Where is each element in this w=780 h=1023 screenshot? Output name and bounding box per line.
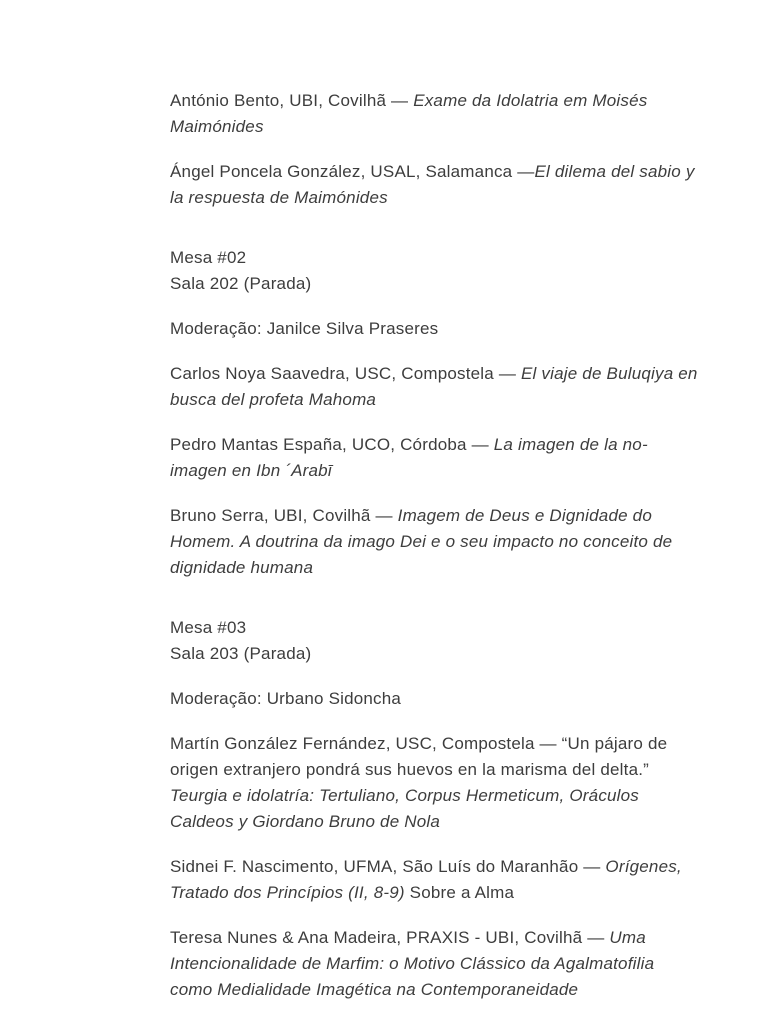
entry-authors: Teresa Nunes & Ana Madeira, PRAXIS - UBI, Covilhã — xyxy=(170,928,610,947)
program-entry-presentation xyxy=(170,88,698,140)
moderation-text: Moderação: Janilce Silva Praseres xyxy=(170,319,439,338)
program-entry-presentation xyxy=(170,159,698,211)
entry-authors: Bruno Serra, UBI, Covilhã — xyxy=(170,506,398,525)
entry-authors: Sidnei F. Nascimento, UFMA, São Luís do Maranhão — xyxy=(170,857,606,876)
session-room: Sala 202 (Parada) xyxy=(170,274,312,293)
entry-title: El dilema del sabio y la respuesta de Maimónides xyxy=(170,162,695,207)
entry-authors: Ángel Poncela González, USAL, Salamanca — xyxy=(170,162,535,181)
entry-suffix: Sobre a Alma xyxy=(404,883,515,902)
program-entry-presentation xyxy=(170,432,698,484)
entry-authors: António Bento, UBI, Covilhã — xyxy=(170,91,414,110)
session-header xyxy=(170,615,698,667)
program-entry-presentation xyxy=(170,731,698,835)
entry-authors: Martín González Fernández, USC, Compostela — “Un pájaro de origen extranjero pondrá sus huevos en la marisma del delta.” xyxy=(170,734,668,779)
entry-title: Exame da Idolatria em Moisés Maimónides xyxy=(170,91,648,136)
program-entry-presentation xyxy=(170,854,698,906)
moderation-text: Moderação: Urbano Sidoncha xyxy=(170,689,402,708)
moderation-line xyxy=(170,316,698,342)
session-header xyxy=(170,245,698,297)
session-room: Sala 203 (Parada) xyxy=(170,644,312,663)
entry-authors: Carlos Noya Saavedra, USC, Compostela — xyxy=(170,364,521,383)
program-entry-presentation xyxy=(170,503,698,581)
entry-title: Teurgia e idolatría: Tertuliano, Corpus Hermeticum, Oráculos Caldeos y Giordano Bruno de Nola xyxy=(170,786,640,831)
program-entry-presentation xyxy=(170,925,698,1003)
session-number: Mesa #03 xyxy=(170,618,247,637)
entry-title: El viaje de Buluqiya en busca del profeta Mahoma xyxy=(170,364,698,409)
entry-authors: Pedro Mantas España, UCO, Córdoba — xyxy=(170,435,494,454)
session-number: Mesa #02 xyxy=(170,248,247,267)
program-entry-presentation xyxy=(170,361,698,413)
entry-title: Orígenes, Tratado dos Princípios (II, 8-9) xyxy=(170,857,682,902)
program-content xyxy=(170,88,698,1022)
entry-title: Uma Intencionalidade de Marfim: o Motivo Clássico da Agalmatofilia como Medialidade Imagética na Contemporaneidade xyxy=(170,928,655,999)
moderation-line xyxy=(170,686,698,712)
entry-title: Imagem de Deus e Dignidade do Homem. A doutrina da imago Dei e o seu impacto no conceito de dignidade humana xyxy=(170,506,673,577)
entry-title: La imagen de la no-imagen en Ibn ´Arabī xyxy=(170,435,648,480)
